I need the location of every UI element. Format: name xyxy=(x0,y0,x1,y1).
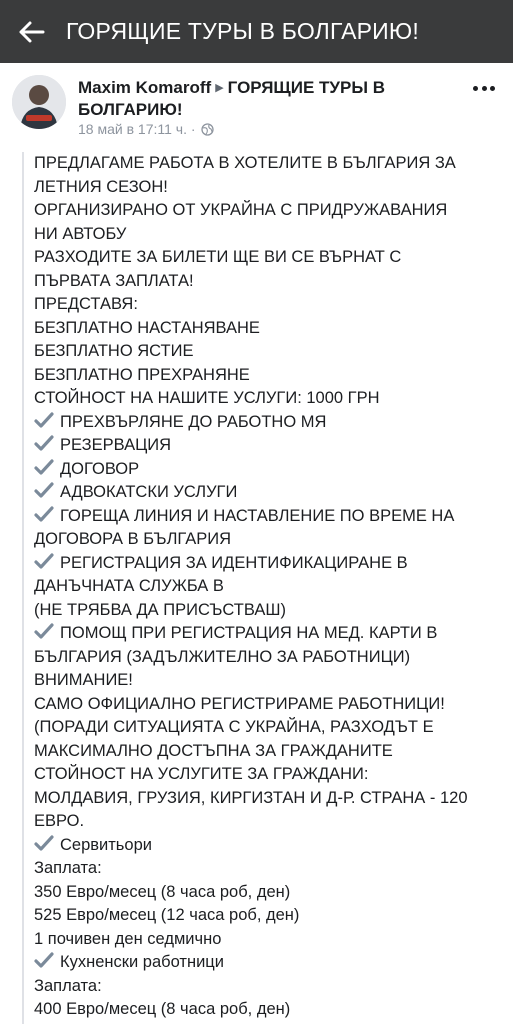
checkmark-icon xyxy=(34,952,54,969)
post-text-line xyxy=(34,552,508,576)
post-text: АДВОКАТСКИ УСЛУГИ xyxy=(60,483,238,501)
post-text-line xyxy=(34,411,508,435)
post-text: ДОГОВОР xyxy=(60,459,140,478)
post-text-line xyxy=(34,787,508,811)
post-text: ЕВРО. xyxy=(34,812,85,830)
back-arrow-icon[interactable] xyxy=(16,17,46,47)
post-text: ВНИМАНИЕ! xyxy=(34,671,133,689)
post-text-line xyxy=(34,246,508,270)
post-text-line xyxy=(34,317,508,341)
post-text: САМО ОФИЦИАЛНО РЕГИСТРИРАМЕ РАБОТНИЦИ! xyxy=(34,694,445,713)
post-text-line xyxy=(34,881,508,905)
post-text: БЕЗПЛАТНО ПРЕХРАНЯНЕ xyxy=(34,365,250,384)
avatar[interactable] xyxy=(12,75,66,129)
group-name-line2[interactable]: БОЛГАРИЮ! xyxy=(78,100,183,119)
post-text: БЪЛГАРИЯ (ЗАДЪЛЖИТЕЛНО ЗА РАБОТНИЦИ) xyxy=(34,647,411,666)
post-text-line xyxy=(34,646,508,670)
post-text: Заплата: xyxy=(34,976,102,995)
post-text: ГОРЕЩА ЛИНИЯ И НАСТАВЛЕНИЕ ПО ВРЕМЕ НА xyxy=(60,506,455,525)
post-text-line xyxy=(34,340,508,364)
post-text: Кухненски работници xyxy=(60,953,224,971)
post-text-line xyxy=(34,834,508,858)
post-text: РЕЗЕРВАЦИЯ xyxy=(60,436,172,454)
post-text-line xyxy=(34,293,508,317)
post-text: ДОГОВОРА В БЪЛГАРИЯ xyxy=(34,530,232,548)
post-text-line xyxy=(34,951,508,975)
post-text: ЛЕТНИЯ СЕЗОН! xyxy=(34,177,168,196)
post-text-line xyxy=(34,176,508,200)
post-text: 525 Евро/месец (12 часа роб, ден) xyxy=(34,906,300,924)
post-text: 350 Евро/месец (8 часа роб, ден) xyxy=(34,882,291,901)
post-text-line xyxy=(34,575,508,599)
post-text: 1 почивен ден седмично xyxy=(34,929,222,948)
post-text-line xyxy=(34,599,508,623)
author-name[interactable]: Maxim Komaroff xyxy=(78,78,212,97)
post-text: СТОЙНОСТ НА НАШИТЕ УСЛУГИ: 1000 ГРН xyxy=(34,389,380,407)
post-text-line xyxy=(34,199,508,223)
post-text-line xyxy=(34,693,508,717)
post-text: ПРЕДСТАВЯ: xyxy=(34,295,138,313)
post-text: ПРЕХВЪРЛЯНЕ ДО РАБОТНО МЯ xyxy=(60,412,327,431)
post-text-line xyxy=(34,669,508,693)
post-text: ПОМОЩ ПРИ РЕГИСТРАЦИЯ НА МЕД. КАРТИ В xyxy=(60,624,438,642)
post-text-line xyxy=(34,505,508,529)
post-text-line xyxy=(34,810,508,834)
post-text: СТОЙНОСТ НА УСЛУГИТЕ ЗА ГРАЖДАНИ: xyxy=(34,765,369,783)
post-text-line xyxy=(34,364,508,388)
post-text-line xyxy=(34,481,508,505)
post-text-line xyxy=(34,975,508,999)
more-options-icon[interactable] xyxy=(473,83,495,93)
globe-icon xyxy=(201,123,214,136)
post-text-line xyxy=(34,740,508,764)
post-text-line xyxy=(34,528,508,552)
post-text: МАКСИМАЛНО ДОСТЪПНА ЗА ГРАЖДАНИТЕ xyxy=(34,741,393,760)
checkmark-icon xyxy=(34,553,54,570)
post-body xyxy=(22,152,508,1024)
post-text: РЕГИСТРАЦИЯ ЗА ИДЕНТИФИКАЦИРАНЕ В xyxy=(60,553,408,572)
post-text-line xyxy=(34,716,508,740)
triangle-right-icon: ▶ xyxy=(215,82,224,94)
post-text-line xyxy=(34,458,508,482)
post-text-line xyxy=(34,387,508,411)
post-text: (ПОРАДИ СИТУАЦИЯТА С УКРАЙНА, РАЗХОДЪТ Е xyxy=(34,718,434,736)
checkmark-icon xyxy=(34,482,54,499)
post-text: ДАНЪЧНАТА СЛУЖБА В xyxy=(34,577,224,595)
post-meta xyxy=(78,121,214,137)
checkmark-icon xyxy=(34,412,54,429)
page-title: ГОРЯЩИЕ ТУРЫ В БОЛГАРИЮ! xyxy=(66,18,419,44)
checkmark-icon xyxy=(34,623,54,640)
post-text: ОРГАНИЗИРАНО ОТ УКРАЙНА С ПРИДРУЖАВАНИЯ xyxy=(34,201,448,219)
post-text: БЕЗПЛАТНО ЯСТИЕ xyxy=(34,342,194,360)
post-text-line xyxy=(34,223,508,247)
post-text-line xyxy=(34,152,508,176)
group-name-line1[interactable]: ГОРЯЩИЕ ТУРЫ В xyxy=(227,78,385,97)
post-text-line xyxy=(34,928,508,952)
post-text-line xyxy=(34,857,508,881)
post-text-line xyxy=(34,622,508,646)
checkmark-icon xyxy=(34,506,54,523)
post-header xyxy=(0,63,513,143)
post-text: Сервитьори xyxy=(60,835,152,854)
post-text: РАЗХОДИТЕ ЗА БИЛЕТИ ЩЕ ВИ СЕ ВЪРНАТ С xyxy=(34,248,402,266)
post-timestamp[interactable]: 18 май в 17:11 ч. · xyxy=(78,121,196,137)
post-text: 400 Евро/месец (8 часа роб, ден) xyxy=(34,1000,291,1018)
post-text: ПЪРВАТА ЗАПЛАТА! xyxy=(34,271,194,290)
post-text-line xyxy=(34,998,508,1022)
checkmark-icon xyxy=(34,459,54,476)
post-text-line xyxy=(34,434,508,458)
post-author-line xyxy=(78,77,458,120)
post-text: БЕЗПЛАТНО НАСТАНЯВАНЕ xyxy=(34,318,260,337)
post-text: ПРЕДЛАГАМЕ РАБОТА В ХОТЕЛИТЕ В БЪЛГАРИЯ ЗА xyxy=(34,154,456,172)
post-text-line xyxy=(34,763,508,787)
post-text-line xyxy=(34,904,508,928)
post-text: (НЕ ТРЯБВА ДА ПРИСЪСТВАШ) xyxy=(34,600,286,619)
checkmark-icon xyxy=(34,835,54,852)
post-text-line xyxy=(34,270,508,294)
post-text: Заплата: xyxy=(34,859,102,877)
post-text: НИ АВТОБУ xyxy=(34,224,127,243)
top-app-bar xyxy=(0,0,513,63)
post-text: МОЛДАВИЯ, ГРУЗИЯ, КИРГИЗТАН И Д-Р. СТРАНА - 120 xyxy=(34,788,468,807)
checkmark-icon xyxy=(34,435,54,452)
